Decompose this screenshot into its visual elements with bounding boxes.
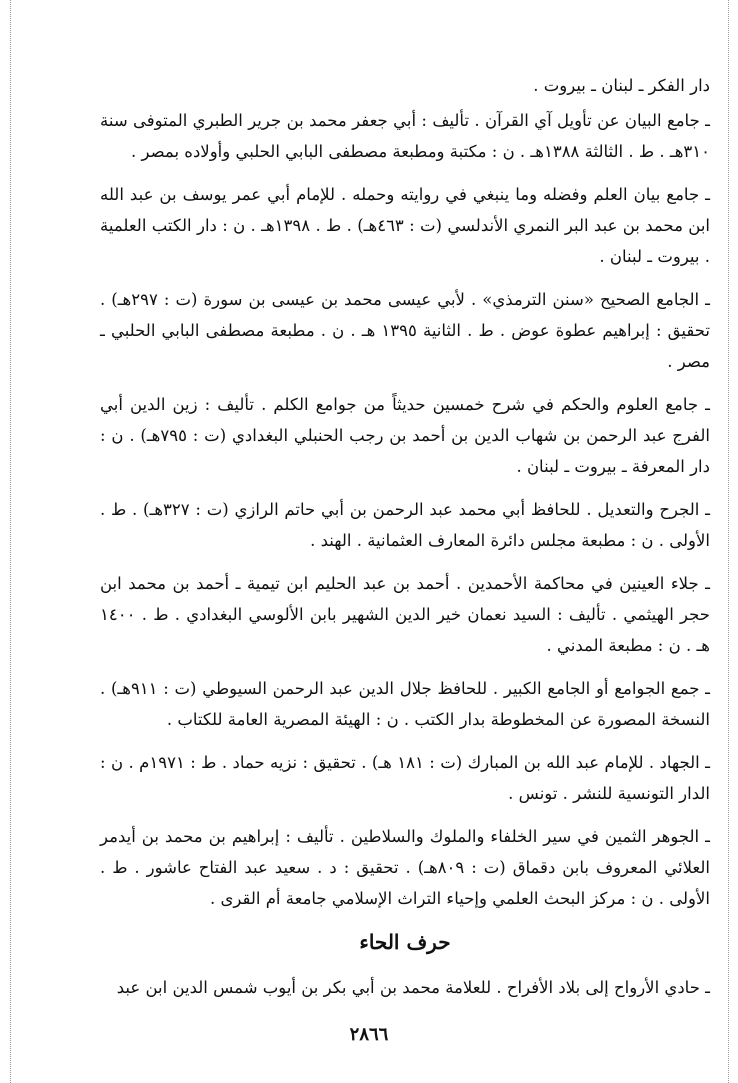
bibliography-entry: ـ جامع العلوم والحكم في شرح خمسين حديثاً من جوامع الكلم . تأليف : زين الدين أبي الفرج عبد الرحمن بن شهاب الدين بن أحمد بن رجب الحنبلي البغدادي (ت : ٧٩٥هـ) . ن : دار المعرفة ـ بيروت ـ لبنان .	[100, 395, 710, 476]
page-number: ٢٨٦٦	[349, 1024, 389, 1045]
bibliography-entry: ـ الجهاد . للإمام عبد الله بن المبارك (ت : ١٨١ هـ) . تحقيق : نزيه حماد . ط : ١٩٧١م . ن : الدار التونسية للنشر . تونس .	[100, 753, 711, 803]
bibliography-entry: ـ الجامع الصحيح «سنن الترمذي» . لأبي عيسى محمد بن عيسى بن سورة (ت : ٢٩٧هـ) . تحقيق : إبراهيم عطوة عوض . ط . الثانية ١٣٩٥ هـ . ن . مطبعة مصطفى البابي الحلبي ـ مصر .	[100, 290, 710, 371]
section-heading: حرف الحاء	[359, 930, 451, 954]
bibliography-entry: ـ الجرح والتعديل . للحافظ أبي محمد عبد الرحمن بن أبي حاتم الرازي (ت : ٣٢٧هـ) . ط . الأولى . ن : مطبعة مجلس دائرة المعارف العثمانية . الهند .	[100, 500, 710, 550]
bibliography-entry: ـ الجوهر الثمين في سير الخلفاء والملوك والسلاطين . تأليف : إبراهيم بن محمد بن أيدمر العلائي المعروف بابن دقماق (ت : ٨٠٩هـ) . تحقيق : د . سعيد عبد الفتاح عاشور . ط . الأولى . ن : مركز البحث العلمي وإحياء التراث الإسلامي جامعة أم القرى .	[100, 827, 710, 908]
right-dotted-margin	[728, 0, 729, 1083]
left-dotted-margin	[10, 0, 11, 1083]
bibliography-entry: ـ حادي الأرواح إلى بلاد الأفراح . للعلامة محمد بن أبي بكر بن أيوب شمس الدين ابن عبد	[116, 978, 710, 997]
bibliography-text	[100, 70, 710, 1015]
bibliography-entry: ـ جلاء العينين في محاكمة الأحمدين . أحمد بن عبد الحليم ابن تيمية ـ أحمد بن محمد ابن حجر الهيثمي . تأليف : السيد نعمان خير الدين الشهير بابن الألوسي البغدادي . ط . ١٤٠٠ هـ . ن : مطبعة المدني .	[100, 574, 710, 655]
bibliography-entry: ـ جامع بيان العلم وفضله وما ينبغي في روايته وحمله . للإمام أبي عمر يوسف بن عبد الله ابن محمد بن عبد البر النمري الأندلسي (ت : ٤٦٣هـ) . ط . ١٣٩٨هـ . ن : دار الكتب العلمية . بيروت ـ لبنان .	[100, 185, 710, 266]
bibliography-entry: ـ جمع الجوامع أو الجامع الكبير . للحافظ جلال الدين عبد الرحمن السيوطي (ت : ٩١١هـ) . النسخة المصورة عن المخطوطة بدار الكتب . ن : الهيئة المصرية العامة للكتاب .	[100, 679, 710, 729]
bibliography-entry: دار الفكر ـ لبنان ـ بيروت .	[533, 76, 710, 95]
bibliography-entry: ـ جامع البيان عن تأويل آي القرآن . تأليف : أبي جعفر محمد بن جرير الطبري المتوفى سنة ٣١٠هـ . ط . الثالثة ١٣٨٨هـ . ن : مكتبة ومطبعة مصطفى البابي الحلبي وأولاده بمصر .	[100, 111, 710, 161]
